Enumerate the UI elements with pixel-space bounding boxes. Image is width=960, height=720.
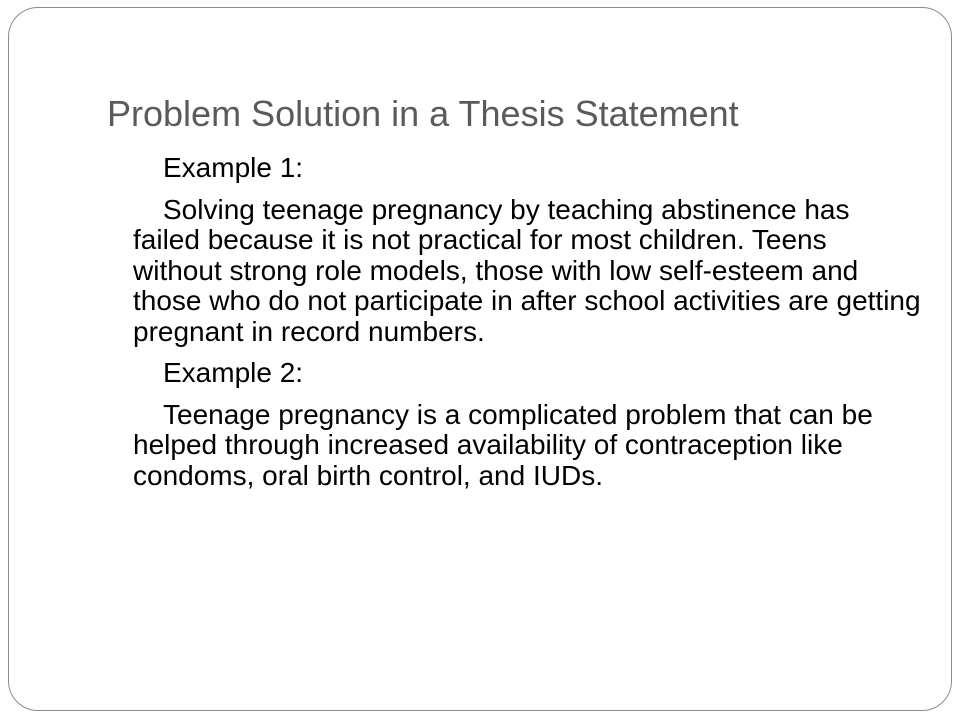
slide-title: Problem Solution in a Thesis Statement [107, 93, 739, 134]
example-1-label: Example 1: [163, 152, 304, 183]
example-2-text: Teenage pregnancy is a complicated problem that can be helped through increased availability of contraception like condoms, oral birth control, and IUDs. [133, 398, 873, 491]
slide-body [133, 153, 923, 502]
example-2-label: Example 2: [163, 357, 304, 388]
example-1-text: Solving teenage pregnancy by teaching abstinence has failed because it is not practical for most children. Teens without strong role models, those with low self-esteem and those who do not participate in after school activities are getting pregnant in record numbers. [133, 193, 921, 347]
